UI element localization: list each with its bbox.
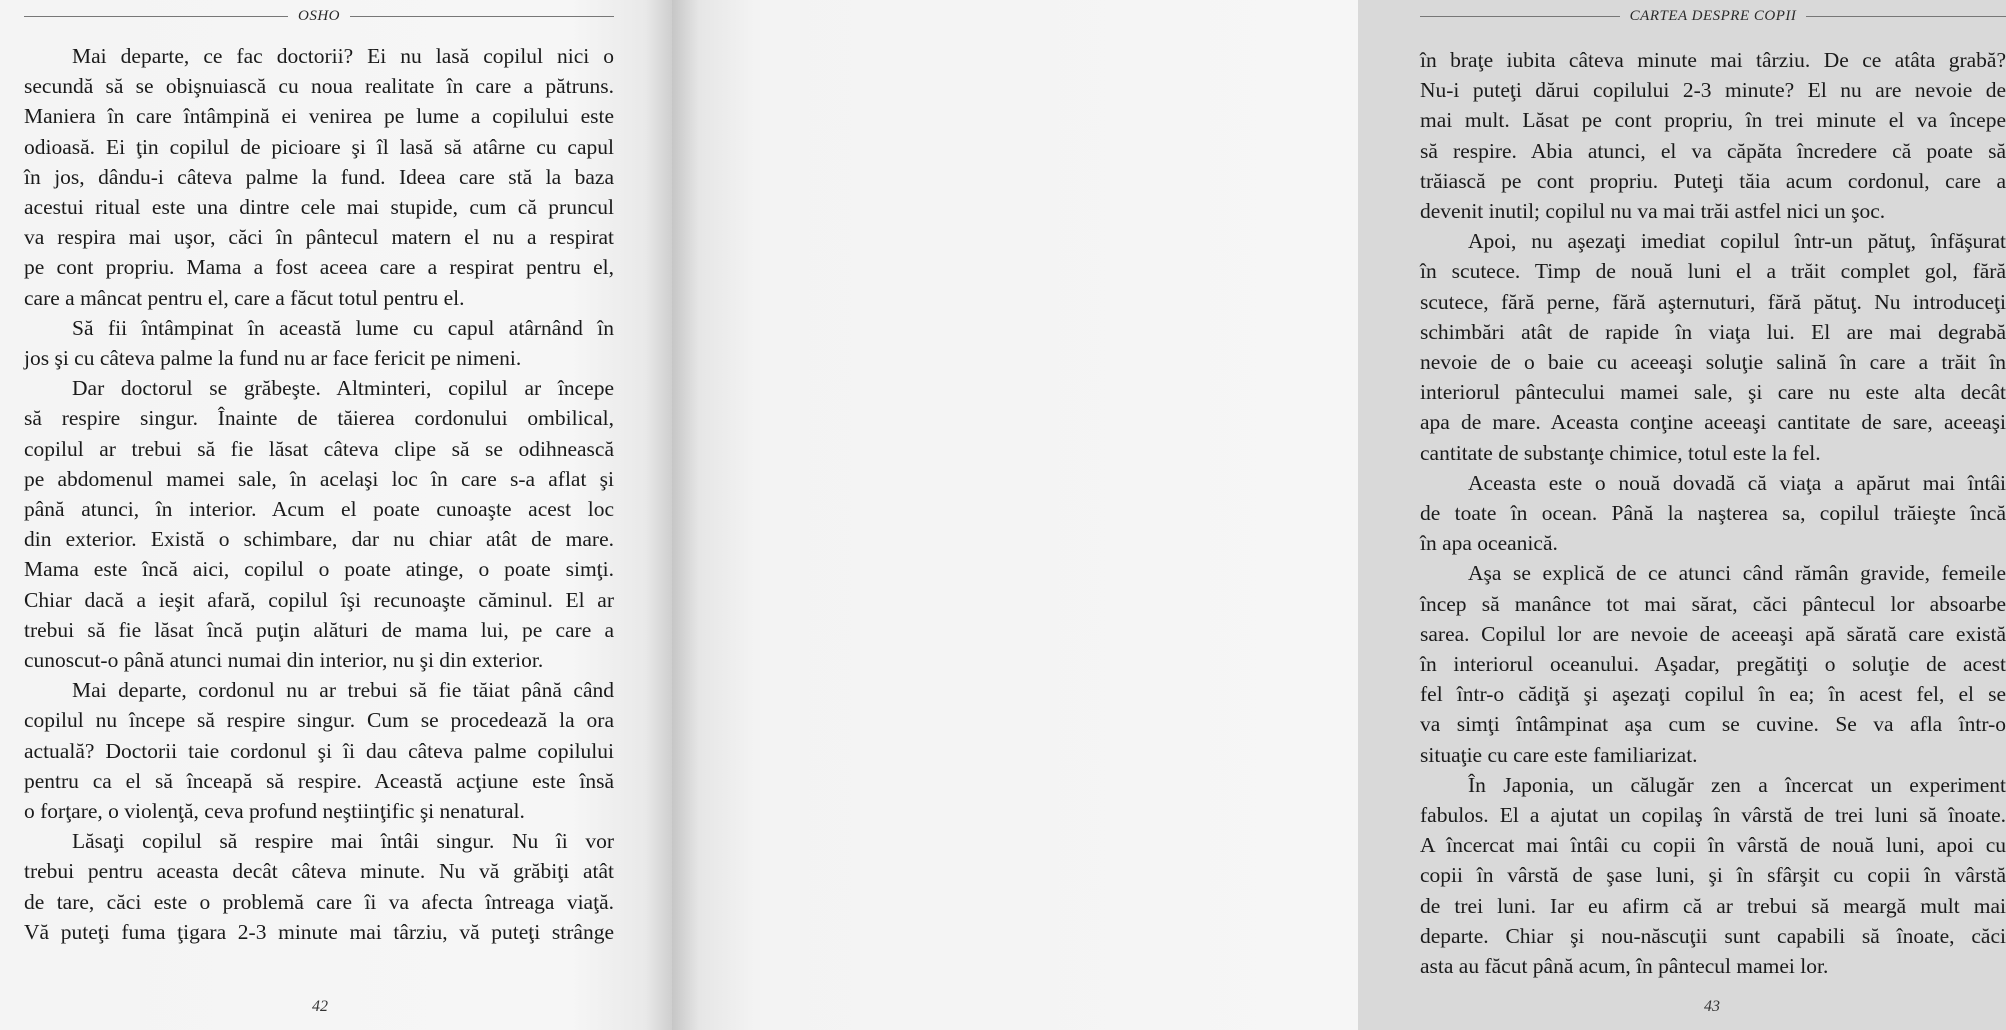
text-line: Dar doctorul se grăbeşte. Altminteri, copilul ar începe	[72, 376, 614, 401]
text-line: apa de mare. Aceasta conţine aceeaşi cantitate de sare, aceeaşi	[1420, 410, 2006, 435]
text-line: care a mâncat pentru el, care a făcut totul pentru el.	[24, 285, 465, 310]
text-line: copilul nu începe să respire singur. Cum se procedează la ora	[24, 708, 614, 733]
text-line: situaţie cu care este familiarizat.	[1420, 742, 1698, 767]
text-line: pe cont propriu. Mama a fost aceea care a respirat pentru el,	[24, 255, 614, 280]
text-line: secundă să se obişnuiască cu noua realitate în care a pătruns.	[24, 74, 614, 99]
text-line: cunoscut-o până atunci numai din interior, nu şi din exterior.	[24, 648, 544, 673]
text-line: va simţi întâmpinat aşa cum se cuvine. Se va afla într-o	[1420, 712, 2006, 737]
text-line: jos şi cu câteva palme la fund nu ar face fericit pe nimeni.	[24, 346, 522, 371]
text-line: nevoie de o baie cu aceeaşi soluţie salină în care a trăit în	[1420, 350, 2006, 375]
left-page	[0, 0, 672, 1030]
text-line: de trei luni. Iar eu afirm că ar trebui să meargă mult mai	[1420, 893, 2006, 918]
text-line: Mama este încă aici, copilul o poate atinge, o poate simţi.	[24, 557, 614, 582]
text-line: în interiorul oceanului. Aşadar, pregătiţi o soluţie de acest	[1420, 652, 2006, 677]
text-line: încep să manânce tot mai sărat, căci pântecul lor absoarbe	[1420, 591, 2006, 616]
text-line: A încercat mai întâi cu copii în vârstă de nouă luni, apoi cu	[1420, 833, 2006, 858]
text-line: în jos, dându-i câteva palme la fund. Ideea care stă la baza	[24, 164, 614, 189]
text-line: Chiar dacă a ieşit afară, copilul îşi recunoaşte căminul. El ar	[24, 587, 614, 612]
text-line: trebui să fie lăsat încă puţin alături de mama lui, pe care a	[24, 617, 614, 642]
running-head-rule-left	[24, 16, 288, 17]
text-line: de toate în ocean. Până la naşterea sa, copilul trăieşte încă	[1420, 501, 2006, 526]
text-line: Să fii întâmpinat în această lume cu capul atârnând în	[72, 315, 614, 340]
text-line: Mai departe, cordonul nu ar trebui să fie tăiat până când	[72, 678, 614, 703]
text-line: Aceasta este o nouă dovadă că viaţa a apărut mai întâi	[1468, 470, 2006, 495]
left-running-head-title: OSHO	[298, 8, 340, 24]
text-line: asta au făcut până acum, în pântecul mamei lor.	[1420, 954, 1829, 979]
text-line: copilul ar trebui să fie lăsat câteva clipe să se odihnească	[24, 436, 614, 461]
text-line: să respire singur. Înainte de tăierea cordonului ombilical,	[24, 406, 614, 431]
right-page	[672, 0, 2006, 1030]
text-line: Maniera în care întâmpină ei venirea pe lume a copilului este	[24, 104, 614, 129]
text-line: va respira mai uşor, căci în pântecul matern el nu a respirat	[24, 225, 614, 250]
text-line: În Japonia, un călugăr zen a încercat un experiment	[1468, 772, 2006, 797]
text-line: pe abdomenul mamei sale, în acelaşi loc în care s-a aflat şi	[24, 466, 614, 491]
text-line: Apoi, nu aşezaţi imediat copilul într-un pătuţ, înfăşurat	[1468, 229, 2006, 254]
text-line: Lăsaţi copilul să respire mai întâi singur. Nu îi vor	[72, 829, 614, 854]
text-line: acestui ritual este una dintre cele mai stupide, cum că pruncul	[24, 195, 614, 220]
text-line: odioasă. Ei ţin copilul de picioare şi îl lasă să atârne cu capul	[24, 134, 614, 159]
text-line: scutece, fără perne, fără aşternuturi, fără pătuţ. Nu introduceţi	[1420, 289, 2006, 314]
running-head-rule-left	[1420, 16, 1620, 17]
left-running-head	[24, 8, 614, 25]
running-head-rule-right	[350, 16, 614, 17]
text-line: interiorul pântecului mamei sale, şi care nu este alta decât	[1420, 380, 2006, 405]
text-line: sarea. Copilul lor are nevoie de aceeaşi apă sărată care există	[1420, 621, 2006, 646]
right-page-number: 43	[1704, 998, 1720, 1015]
text-line: din exterior. Există o schimbare, dar nu chiar atât de mare.	[24, 527, 614, 552]
text-line: trebui pentru aceasta decât câteva minute. Nu vă grăbiţi atât	[24, 859, 614, 884]
text-line: mai mult. Lăsat pe cont propriu, în trei minute el va începe	[1420, 108, 2006, 133]
text-line: de tare, căci este o problemă care îi va afecta întreaga viaţă.	[24, 889, 614, 914]
text-line: Nu-i puteţi dărui copilului 2-3 minute? El nu are nevoie de	[1420, 78, 2006, 103]
text-line: actuală? Doctorii taie cordonul şi îi dau câteva palme copilului	[24, 738, 614, 763]
left-page-number: 42	[312, 998, 328, 1015]
text-line: devenit inutil; copilul nu va mai trăi astfel nici un şoc.	[1420, 199, 1886, 224]
running-head-rule-right	[1806, 16, 2006, 17]
text-line: trăiască pe cont propriu. Puteţi tăia acum cordonul, care a	[1420, 168, 2006, 193]
text-line: în apa oceanică.	[1420, 531, 1558, 556]
left-page-text	[24, 41, 614, 947]
text-line: o forţare, o violenţă, ceva profund neştiinţific şi nenatural.	[24, 799, 525, 824]
text-line: Aşa se explică de ce atunci când rămân gravide, femeile	[1468, 561, 2006, 586]
right-running-head	[1420, 8, 2006, 25]
text-line: schimbări atât de rapide în viaţa lui. El are mai degrabă	[1420, 319, 2006, 344]
text-line: fabulos. El a ajutat un copilaş în vârstă de trei luni să înoate.	[1420, 803, 2006, 828]
right-page-text	[1420, 45, 2006, 981]
text-line: copii în vârstă de şase luni, şi în sfârşit cu copii în vârstă	[1420, 863, 2006, 888]
text-line: cantitate de substanţe chimice, totul este la fel.	[1420, 440, 1821, 465]
text-line: să respire. Abia atunci, el va căpăta încredere că poate să	[1420, 138, 2006, 163]
text-line: fel într-o cădiţă şi aşezaţi copilul în ea; în acest fel, el se	[1420, 682, 2006, 707]
text-line: departe. Chiar şi nou-născuţii sunt capabili să înoate, căci	[1420, 923, 2006, 948]
right-running-head-title: CARTEA DESPRE COPII	[1629, 8, 1797, 24]
text-line: în braţe iubita câteva minute mai târziu. De ce atâta grabă?	[1420, 48, 2006, 72]
text-line: până atunci, în interior. Acum el poate cunoaşte acest loc	[24, 497, 614, 522]
text-line: Vă puteţi fuma ţigara 2-3 minute mai târziu, vă puteţi strânge	[24, 919, 614, 944]
text-line: în scutece. Timp de nouă luni el a trăit complet gol, fără	[1420, 259, 2006, 284]
text-line: pentru ca el să înceapă să respire. Această acţiune este însă	[24, 768, 614, 793]
text-line: Mai departe, ce fac doctorii? Ei nu lasă copilul nici o	[72, 44, 614, 68]
